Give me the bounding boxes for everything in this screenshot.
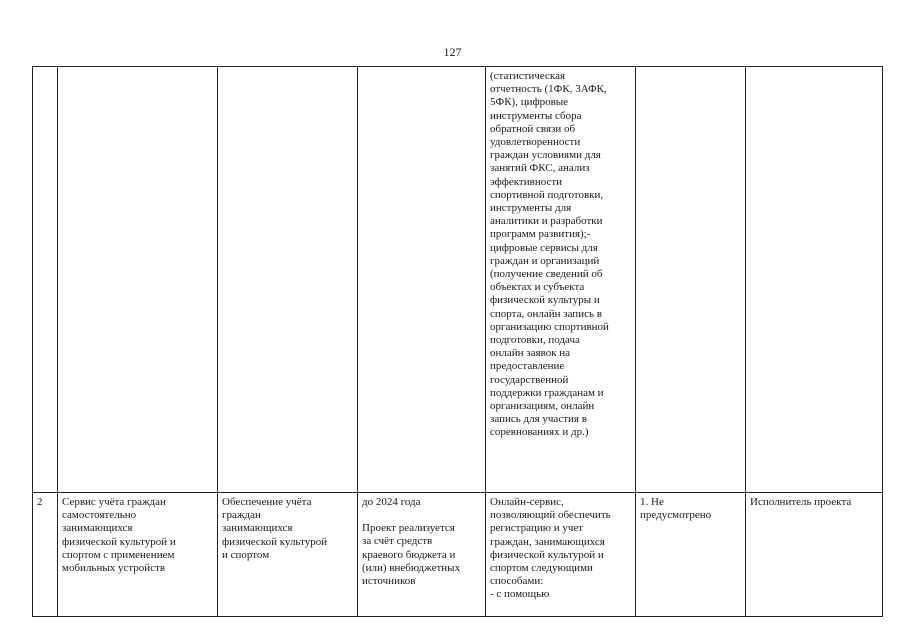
page-number: 127	[443, 45, 462, 59]
cell-purpose	[218, 67, 358, 493]
cell-note	[636, 67, 746, 493]
cell-term	[358, 67, 486, 493]
cell-purpose: Обеспечение учёта граждан занимающихся физической культурой и спортом	[218, 493, 358, 617]
financing-text: Проект реализуется за счёт средств краевого бюджета и (или) внебюджетных источников	[362, 522, 461, 588]
cell-number	[33, 67, 58, 493]
projects-table	[32, 66, 883, 617]
cell-executor: Исполнитель проекта	[746, 493, 883, 617]
term-text: до 2024 года	[362, 496, 421, 508]
cell-description: Онлайн-сервис, позволяющий обеспечить регистрацию и учет граждан, занимающихся физической культурой и спортом следующими способами: - с помощью	[486, 493, 636, 617]
cell-service-name	[58, 67, 218, 493]
cell-term	[358, 493, 486, 617]
cell-executor	[746, 67, 883, 493]
table-row	[33, 67, 883, 493]
cell-number: 2	[33, 493, 58, 617]
cell-service-name: Сервис учёта граждан самостоятельно занимающихся физической культурой и спортом с применением мобильных устройств	[58, 493, 218, 617]
cell-note: 1. Не предусмотрено	[636, 493, 746, 617]
cell-description: (статистическая отчетность (1ФК, 3АФК, 5ФК), цифровые инструменты сбора обратной связи об удовлетворенности граждан условиями для занятий ФКС, анализ эффективности спортивной подготовки, инструменты для аналитики и разработки программ развития);- цифровые сервисы для граждан и организаций (получение сведений об объектах и субъекта физической культуры и спорта, онлайн запись в организацию спортивной подготовки, подача онлайн заявок на предоставление государственной поддержки гражданам и организациям, онлайн запись для участия в соревнованиях и др.)	[486, 67, 636, 493]
table-row	[33, 493, 883, 617]
